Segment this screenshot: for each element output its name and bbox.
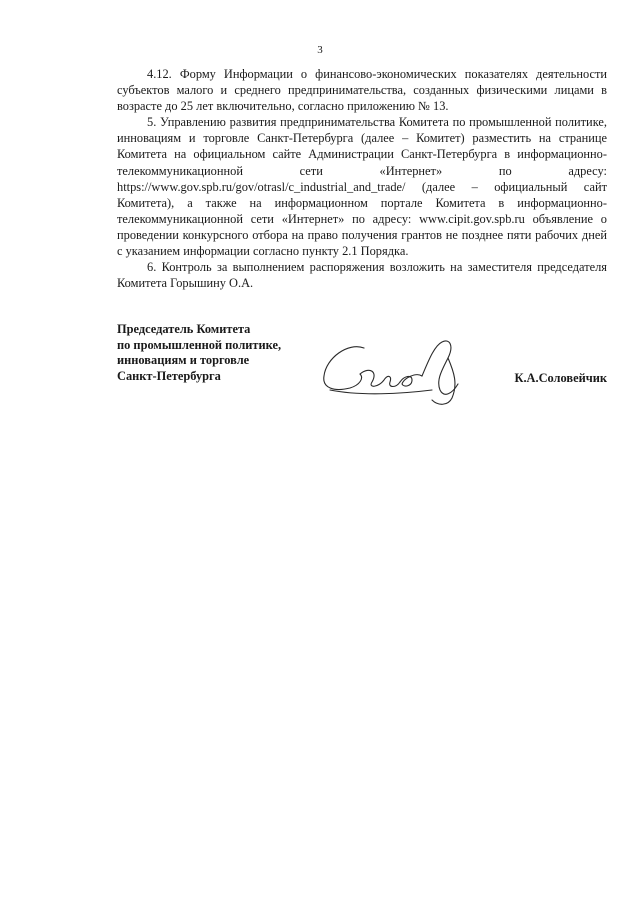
signer-title-line: Председатель Комитета bbox=[117, 322, 251, 336]
paragraph-5: 5. Управлению развития предпринимательства Комитета по промышленной политике, инновациям и торговле Санкт-Петербурга (далее – Комитет) разместить на странице Комитета на официальном сайте Администрации Санкт-Петербурга в информационно-телекоммуникационной сети «Интернет» по адресу: https://www.gov.spb.ru/gov/otrasl/c_industrial_and_trade/ (далее – официальный сайт Комитета), а также на информационном портале Комитета в информационно-телекоммуникационной сети «Интернет» по адресу: www.cipit.gov.spb.ru объявление о проведении конкурсного отбора на право получения грантов не позднее пяти рабочих дней с указанием информации согласно пункту 2.1 Порядка. bbox=[117, 115, 607, 259]
signer-title bbox=[117, 322, 281, 384]
signer-name: К.А.Соловейчик bbox=[514, 371, 607, 385]
signer-title-line: инновациям и торговле bbox=[117, 353, 250, 367]
signer-title-line: Санкт-Петербурга bbox=[117, 368, 221, 383]
handwritten-signature bbox=[320, 332, 480, 410]
signature-block bbox=[117, 322, 607, 412]
paragraph-4-12: 4.12. Форму Информации о финансово-экономических показателях деятельности субъектов малого и среднего предпринимательства, созданных физическими лицами в возрасте до 25 лет включительно, согласно приложению № 13. bbox=[117, 67, 607, 114]
signer-title-line: по промышленной политике, bbox=[117, 337, 282, 352]
page-number: 3 bbox=[317, 44, 323, 56]
document-body bbox=[117, 66, 607, 291]
paragraph-6: 6. Контроль за выполнением распоряжения возложить на заместителя председателя Комитета Горышину О.А. bbox=[117, 260, 607, 291]
